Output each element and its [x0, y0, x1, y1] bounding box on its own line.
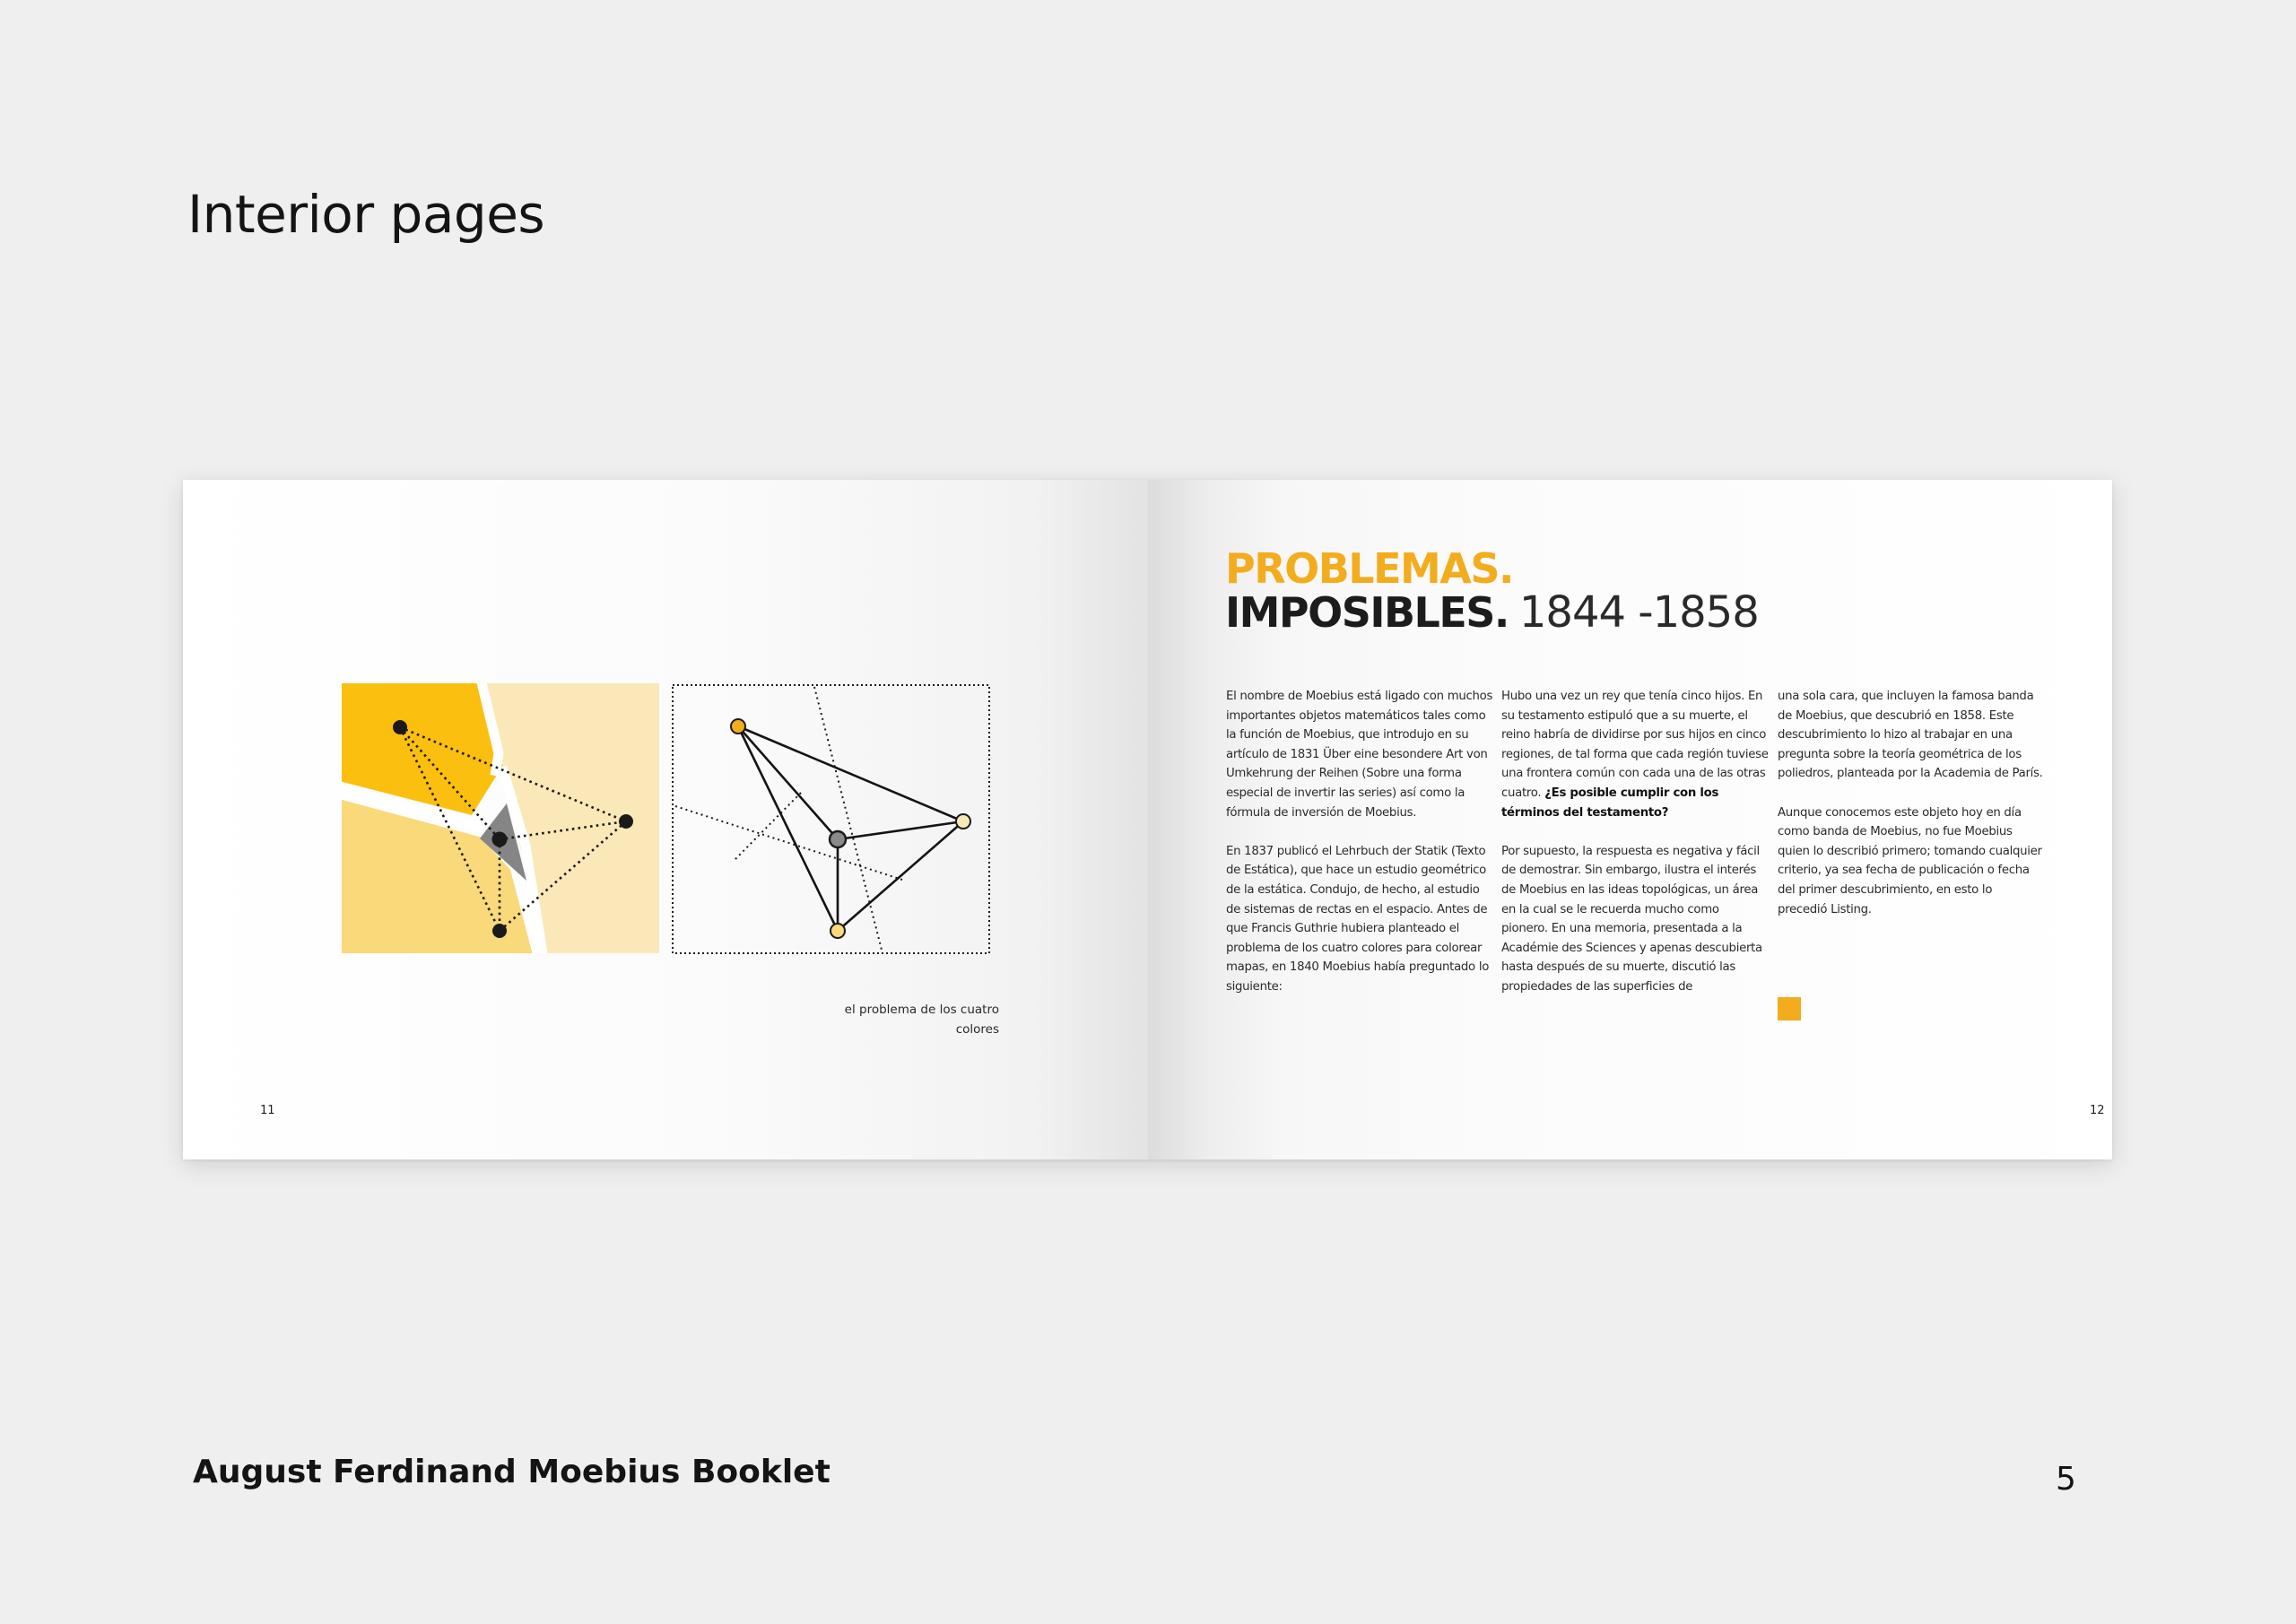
- slide-page-number: 5: [2056, 1461, 2076, 1498]
- paragraph-text: Hubo una vez un rey que tenía cinco hijos. En su testamento estipuló que a su muerte, el reino habría de dividirse por sus hijos en cinco regiones, de tal forma que cada región tuviese una frontera común con cada una de las otras cuatro.: [1501, 690, 1769, 800]
- graph-frame: [673, 685, 989, 953]
- folio-left: 11: [260, 1104, 275, 1117]
- heading-line-1: PROBLEMAS.: [1225, 544, 1514, 593]
- slide-title: Interior pages: [187, 184, 545, 245]
- left-page: [183, 480, 1148, 1159]
- graph-node: [956, 814, 970, 829]
- graph-node: [831, 924, 845, 938]
- paragraph: una sola cara, que incluyen la famosa banda de Moebius, que descubrió en 1858. Este descubrimiento lo hizo al trabajar en una pregunta sobre la teoría geométrica de los poliedros, planteada por la Academia de París.: [1778, 690, 2043, 781]
- text-column-1: [1226, 687, 1493, 1016]
- graph-diagram: [673, 685, 989, 953]
- chapter-heading: [1225, 544, 1759, 638]
- text-column-2: [1501, 687, 1769, 1016]
- bold-question: ¿Es posible cumplir con los términos del testamento?: [1501, 786, 1719, 820]
- graph-node: [393, 720, 407, 734]
- graph-node: [731, 719, 745, 734]
- colored-map: [335, 679, 667, 960]
- graph-node: [619, 814, 633, 829]
- graph-node: [492, 832, 508, 847]
- paragraph: [1501, 687, 1769, 822]
- heading-years: 1844 -1858: [1518, 587, 1759, 638]
- paragraph: Por supuesto, la respuesta es negativa y fácil de demostrar. Sin embargo, ilustra el interés de Moebius en las ideas topológicas, un área en la cual se le recuerda mucho como pionero. En una memoria, presentada a la Académie des Sciences y apenas descubierta hasta después de su muerte, discutió las propiedades de las superficies de: [1501, 844, 1762, 994]
- booklet-spread: [183, 480, 2112, 1159]
- paragraph: En 1837 publicó el Lehrbuch der Statik (Texto de Estática), que hace un estudio geométrico de la estática. Condujo, de hecho, al estudio de sistemas de rectas en el espacio. Antes de que Francis Guthrie hubiera planteado el problema de los cuatro colores para colorear mapas, en 1840 Moebius había preguntado lo siguiente:: [1226, 844, 1490, 994]
- figure-caption: el problema de los cuatro colores: [844, 1003, 999, 1037]
- four-color-figure: [183, 480, 1148, 1159]
- heading-line-2: [1225, 587, 1759, 638]
- text-column-3: [1778, 687, 2045, 939]
- paragraph: El nombre de Moebius está ligado con muchos importantes objetos matemáticos tales como la función de Moebius, que introdujo en su artículo de 1831 Über eine besondere Art von Umkehrung der Reihen (Sobre una forma especial de invertir las series) así como la fórmula de inversión de Moebius.: [1226, 690, 1493, 820]
- paragraph: Aunque conocemos este objeto hoy en día como banda de Moebius, no fue Moebius quien lo describió primero; tomando cualquier criterio, ya sea fecha de publicación o fecha del primer descubrimiento, en esto lo precedió Listing.: [1778, 805, 2042, 916]
- heading-strong: IMPOSIBLES.: [1225, 588, 1509, 637]
- footer-title: August Ferdinand Moebius Booklet: [193, 1454, 831, 1490]
- accent-square: [1778, 997, 1801, 1020]
- graph-node: [492, 924, 507, 938]
- graph-node: [830, 831, 846, 847]
- folio-right: 12: [2090, 1104, 2105, 1117]
